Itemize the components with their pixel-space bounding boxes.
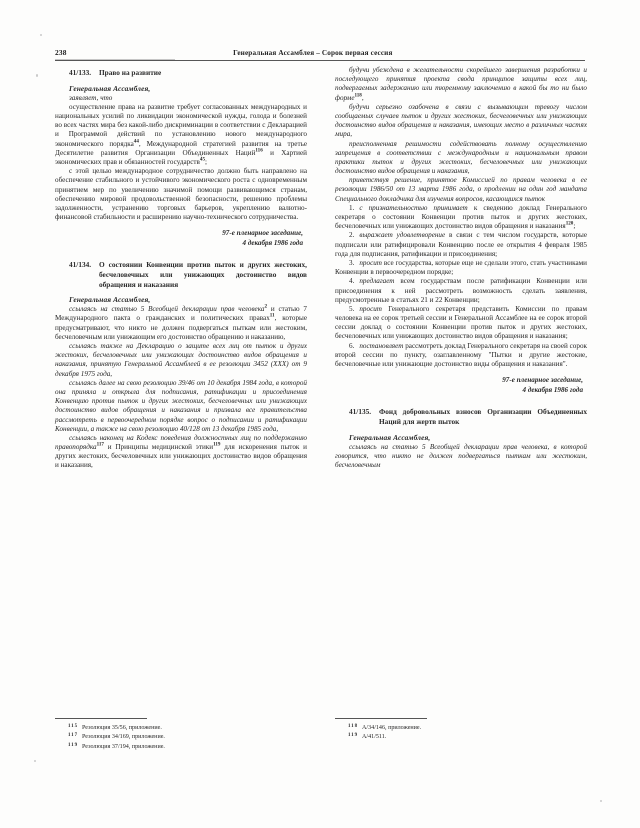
footnote-separator (335, 718, 427, 719)
footnotes-right (335, 724, 587, 743)
footnote (335, 724, 587, 733)
operative-verb: постановляет (359, 341, 404, 350)
footnote-ref: 118 (354, 92, 362, 99)
paragraph-text: ссылаясь далее на свою резолюцию 39/46 от 10 декабря 1984 года, в которой она приняла и открыла для подписания, ратификации и присоединения Конвенцию против пыток и других жестоких, бесчеловечных или унижающих достоинство видов обращения и наказания и призвала все правительства рассмотреть в первоочередном порядке вопрос о подписании и ратификации Конвенции, а также на свою резолюцию 40/128 от 13 декабря 1985 года, (55, 378, 307, 433)
footnote-separator (55, 718, 147, 719)
paragraph-number: 3. (349, 258, 355, 267)
footnote-marker: 117 (68, 733, 79, 739)
operative-paragraph (335, 305, 587, 342)
footnote-ref: 117 (96, 441, 104, 448)
operative-paragraph (335, 342, 587, 370)
resolution-number: 41/135. (349, 407, 372, 417)
footnote-ref: 45 (199, 156, 205, 163)
paragraph (335, 443, 587, 471)
adoption-date: 4 декабря 1986 года (522, 385, 583, 394)
resolution-heading-41-135 (335, 407, 587, 426)
paragraph-text: Генерального секретаря представить Комиссии по правам человека на ее сорок третьей сессии и Генеральной Ассамблее на ее сорок второй сессии доклад о состоянии Конвенции против пыток и других жестоких, бесчеловечных или унижающих достоинство видов обращения и наказания; (335, 304, 587, 341)
paragraph-number: 4. (349, 277, 355, 286)
paragraph: будучи убеждена в желательности скорейшего завершения разработки и последующего принятия проекта свода принципов защиты всех лиц, подвергаемых задержанию или тюремному заключению в какой бы то ни было форме$^{118}$, (335, 66, 587, 102)
footnote-text: A/34/146, приложение. (362, 725, 422, 731)
paragraph-text: которые предусматривают, что никто не должен подвергаться пыткам или жестоким, бесчеловечным или унижающим его достоинство обращению и наказанию, (55, 314, 307, 341)
footnote (55, 724, 307, 733)
paragraph-text: к сведению доклад Генерального секретаря о состоянии Конвенции против пыток и других жестоких, бесчеловечных или унижающих достоинство видов обращения и наказания (335, 203, 587, 231)
footnote-text: Резолюция 34/169, приложение. (82, 734, 165, 741)
meeting-number: 97-е пленарное заседание, (502, 376, 583, 385)
footnote-ref: 44 (133, 138, 139, 145)
operative-verb: просит (359, 258, 382, 267)
footnote-marker: 115 (68, 724, 79, 729)
resolution-heading-41-134 (55, 260, 307, 289)
paragraph-text: и Хартией экономических прав и обязанностей государств (55, 148, 307, 166)
lead-in (55, 94, 307, 103)
operative-verb: с признательностью принимает (359, 203, 468, 212)
paragraph-text: ссылаясь на статью 5 Всеобщей декларации прав человека, в которой говорится, что никто не должен подвергаться пыткам или жестоким, бесчеловечным (335, 442, 587, 469)
paragraph-text: все государства, которые еще не сделали этого, стать участниками Конвенции в первоочередном порядке; (335, 258, 587, 277)
resolution-title: О состоянии Конвенции против пыток и других жестоких, бесчеловечных или унижающих достоинство видов обращения и наказания (99, 260, 307, 289)
paragraph-text: осуществление права на развитие требует согласованных международных и национальных усилий по ликвидации экономической нужды, голода и болезней во всех частях мира без какой-либо дискриминации в соответствии с Декларацией и Программой действий по установлению нового международного экономического порядка (55, 102, 307, 148)
scan-artifact (600, 800, 602, 802)
paragraph-text: с этой целью международное сотрудничество должно быть направлено на обеспечение стабильного и устойчивого экономического роста с одновременным принятием мер по увеличению значимой помощи развивающимся странам, обеспечению мировой продовольственной безопасности, решению проблемы задолженности, устранению торговых барьеров, укреплению валютно-финансовой стабильности и расширению научно-технического сотрудничества. (55, 167, 307, 222)
resolution-title: Право на развитие (99, 68, 162, 77)
footnote-text: Резолюция 37/194, приложение. (82, 743, 165, 750)
paragraph-text: всем государствам после ратификации Конвенции или присоединения к ней рассмотреть возможность сделать заявления, предусмотренные в статьях 21 и 22 Конвенции; (335, 277, 587, 304)
paragraph: ссылаясь на статью 5 Всеобщей декларации прав человека$^2$ и статью 7 Международного пакта о гражданских и политических правах$^{11}$, которые предусматривают, что никто не должен подвергаться пыткам или жестоким, бесчеловечным или унижающим его достоинство обращению и наказанию, (55, 303, 307, 341)
paragraph-text: преисполненная решимости содействовать полному осуществлению запрещения в соответствии с международным и национальным правом практики пыток и других жестоких, бесчеловечных или унижающих достоинство видов обращения и наказания, (335, 139, 587, 176)
paragraph-text: ссылаясь наконец на Кодекс поведения должностных лиц по поддержанию правопорядка (55, 433, 307, 452)
lead-verb: заявляет, что (69, 93, 113, 102)
footnote-ref: 2 (264, 303, 268, 310)
paragraph-text: приветствуя решение, принятое Комиссией по правам человека в ее резолюции 1986/50 от 13 марта 1986 года, о продлении на один год мандата Специального докладчика для изучения вопросов, касающихся пыток (335, 176, 587, 203)
column-left (55, 66, 307, 471)
paragraph-text: будучи серьезно озабочена в связи с вызывающим тревогу числом сообщаемых случаев пыток и других жестоких, бесчеловечных или унижающих достоинство видов обращения и наказания, имеющих место в различных частях мира, (335, 102, 587, 139)
paragraph-text: в связи с тем числом государств, которые подписали или ратифицировали Конвенцию после ее открытия 4 февраля 1985 года для подписания, ратификации и присоединения; (335, 231, 587, 258)
operative-verb: предлагает (359, 277, 395, 286)
resolution-number: 41/134. (69, 260, 92, 270)
paragraph-text: и статью 7 Международного пакта о гражданских и политических правах (55, 305, 307, 323)
footnote-ref: 120 (565, 220, 574, 227)
paragraph-number: 5. (349, 304, 355, 313)
running-head (55, 48, 585, 57)
footnote-marker: 119 (348, 733, 359, 739)
paragraph-number: 2. (349, 231, 355, 240)
paragraph-text: будучи убеждена в желательности скорейшего завершения разработки и последующего принятия проекта свода принципов защиты всех лиц, подвергаемых задержанию или тюремному заключению в какой бы то ни было форме (335, 66, 587, 102)
paragraph (55, 434, 307, 471)
paragraph-text: рассмотреть доклад Генерального секретаря на своей сорок второй сессии по пункту, озаглавленному "Пытки и другие жестокие, бесчеловечные или унижающие достоинство виды обращения и наказания". (335, 341, 587, 368)
footnote (55, 733, 307, 742)
organ-name: Генеральная Ассамблея, (69, 295, 151, 305)
organ-name: Генеральная Ассамблея, (69, 83, 151, 93)
adoption-note (335, 376, 587, 395)
footnote-ref: 116 (255, 147, 263, 154)
page-number: 238 (55, 48, 67, 57)
paragraph (335, 176, 587, 204)
resolution-number: 41/133. (69, 68, 92, 77)
paragraph (335, 103, 587, 140)
scan-artifact (36, 74, 38, 77)
paragraph-text: ссылаясь также на Декларацию о защите всех лиц от пыток и других жестоких, бесчеловечных или унижающих достоинство видов обращения и наказания, принятую Генеральной Ассамблеей в ее резолюции 3452 (XXX) от 9 декабря 1975 года, (55, 342, 307, 378)
footnote-marker: 119 (68, 742, 79, 748)
footnote (55, 743, 307, 752)
paragraph-text: для искоренения пыток и других жестоких, бесчеловечных или унижающих достоинство видов обращения и наказания, (55, 443, 307, 470)
scan-artifact (34, 760, 36, 762)
operative-paragraph: 1. с признательностью принимает к сведению доклад Генерального секретаря о состоянии Конвенции против пыток и других жестоких, бесчеловечных или унижающих достоинство видов обращения и наказания$^{120}$; (335, 203, 587, 231)
operative-paragraph (335, 231, 587, 259)
paragraph-text: и Принципы медицинской этики (107, 443, 214, 452)
scan-artifact (40, 34, 42, 36)
paragraph-number: 1. (349, 203, 355, 212)
header-rule (55, 60, 585, 61)
page-title: Генеральная Ассамблея – Сорок первая сессия (233, 49, 393, 57)
paragraph (335, 140, 587, 177)
paragraph (55, 342, 307, 379)
operative-paragraph (335, 259, 587, 277)
footnote-ref: 119 (213, 441, 221, 448)
paragraph (55, 379, 307, 434)
footnote-text: Резолюция 35/56, приложение. (82, 725, 162, 731)
adoption-note (55, 229, 307, 248)
paragraph-text: Международной стратегией развития на третье Десятилетие развития Организации Объединенных Наций (55, 139, 307, 157)
paragraph (55, 167, 307, 222)
meeting-number: 97-е пленарное заседание, (222, 229, 303, 238)
paragraph: осуществление права на развитие требует согласованных международных и национальных усилий по ликвидации экономической нужды, голода и болезней во всех частях мира без какой-либо дискриминации в соответствии с Декларацией и Программой действий по установлению нового международного экономического порядка$^{44}$, Международной стратегией развития на третье Десятилетие развития Организации Объединенных Наций$^{116}$ и Хартией экономических прав и обязанностей государств$^{45}$; (55, 102, 307, 166)
organ-name: Генеральная Ассамблея, (349, 432, 431, 442)
footnote-marker: 118 (348, 724, 359, 729)
footnote (335, 733, 587, 742)
operative-verb: выражает удовлетворение (359, 231, 446, 240)
footnote-text: A/41/511. (362, 734, 387, 741)
operative-verb: просит (359, 304, 382, 313)
footnotes-left (55, 724, 307, 752)
operative-paragraph (335, 277, 587, 305)
adoption-date: 4 декабря 1986 года (242, 238, 303, 247)
paragraph-text: ссылаясь на статью 5 Всеобщей декларации прав человека (69, 305, 265, 314)
resolution-heading-41-133 (55, 68, 307, 78)
resolution-title: Фонд добровольных взносов Организации Объединенных Наций для жертв пыток (379, 407, 587, 426)
column-right (335, 66, 587, 470)
paragraph-number: 6. (349, 341, 355, 350)
footnote-ref: 11 (269, 313, 275, 320)
two-column-body (55, 66, 587, 766)
